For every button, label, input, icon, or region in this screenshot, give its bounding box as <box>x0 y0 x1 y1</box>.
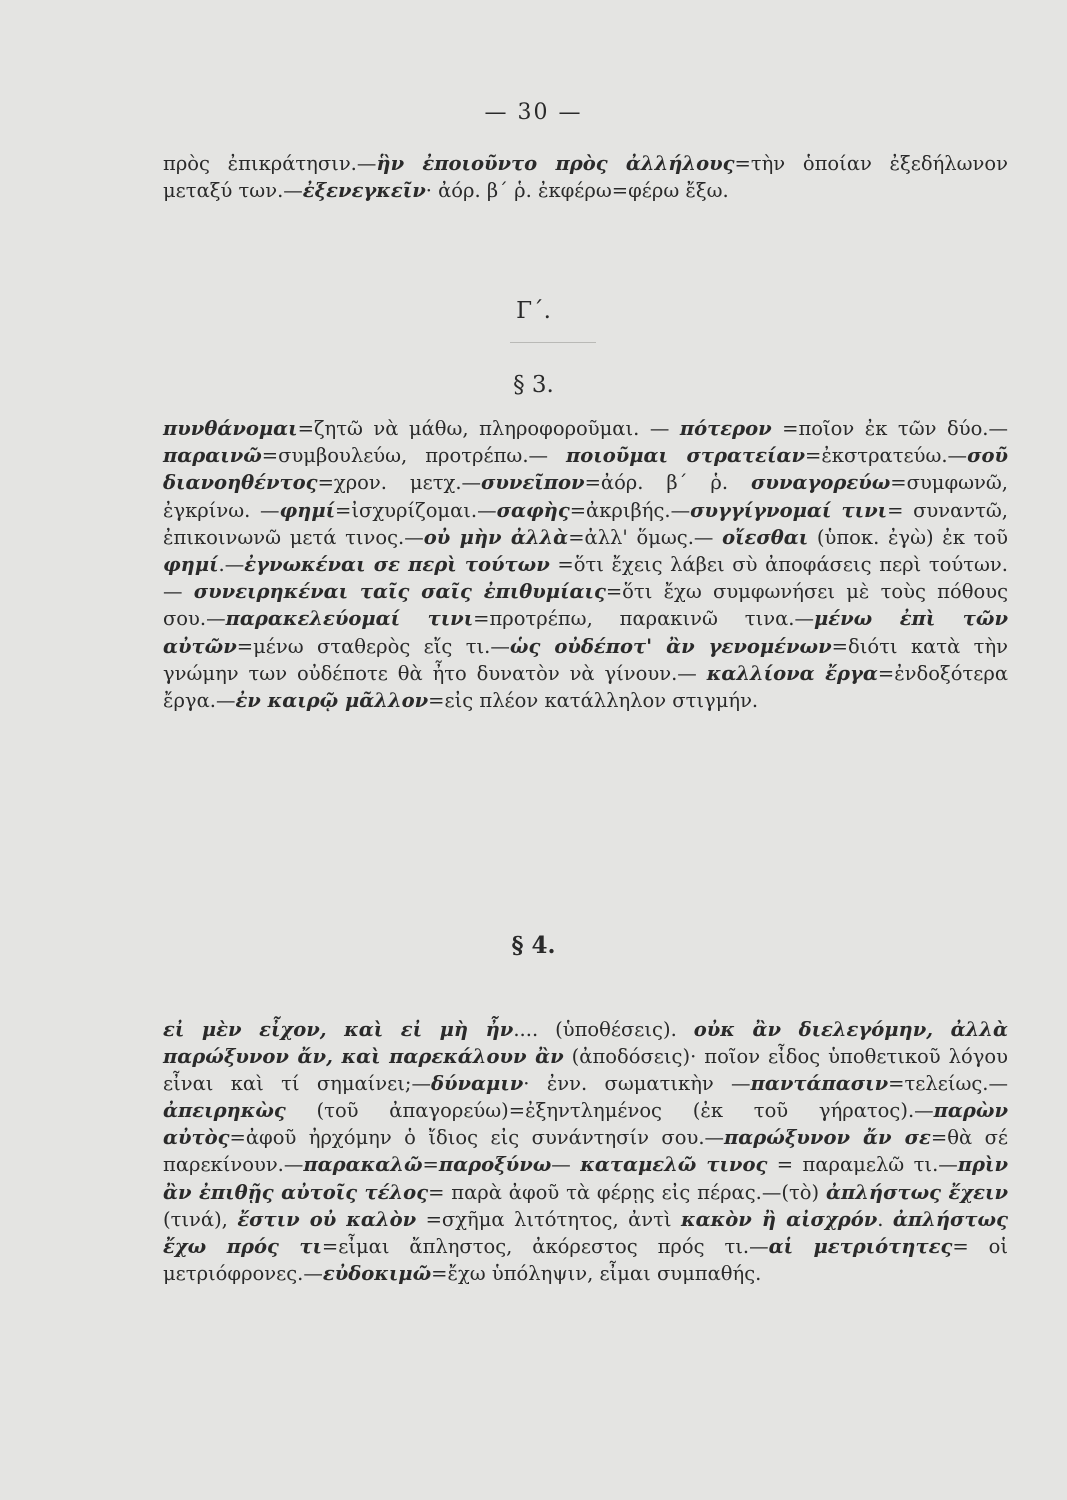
headword: εἰ μὲν εἶχον, καὶ εἰ μὴ ἦν <box>163 1018 514 1041</box>
gloss-text: =μένω σταθερὸς εἴς τι.— <box>236 634 510 658</box>
headword: κακὸν ἢ αἰσχρόν <box>681 1207 878 1231</box>
gloss-text: =εἰς πλέον κατάλληλον στιγμήν. <box>428 689 759 713</box>
gloss-text: =τὴν ὁποίαν ἐξεδήλωνον μεταξύ των.— <box>163 152 1008 203</box>
gloss-text: =τελείως.— <box>888 1072 1008 1096</box>
gloss-text: =ὅτι ἔχω συμφωνήσει μὲ τοὺς πόθους σου.— <box>163 580 1008 631</box>
page-number: — 30 — <box>484 100 583 125</box>
headword: ἀπλήστως ἔχω πρός τι <box>163 1207 1008 1258</box>
gloss-text: · ἐνν. σωματικὴν — <box>523 1072 751 1096</box>
section-letter-heading: Γ΄. <box>516 298 551 324</box>
gloss-text: =εἶμαι ἄπληστος, ἀκόρεστος πρός τι.— <box>321 1234 769 1258</box>
headword: παροξύνω <box>438 1153 552 1177</box>
gloss-text: =συμβουλεύω, προτρέπω.— <box>261 444 567 468</box>
headword: φημί <box>163 553 219 577</box>
gloss-text: = <box>422 1153 439 1177</box>
gloss-text: =ἐνδοξότερα ἔργα.— <box>163 661 1008 713</box>
gloss-text: =ζητῶ νὰ μάθω, πληροφοροῦμαι. — <box>297 417 680 440</box>
gloss-text: =ὅτι ἔχεις λάβει σὺ ἀποφάσεις περὶ τούτων. — <box>163 553 1008 604</box>
headword: μένω ἐπὶ τῶν αὐτῶν <box>163 607 1008 658</box>
headword: παραινῶ <box>163 444 262 468</box>
gloss-text: =ἀκριβής.— <box>569 498 691 522</box>
headword: ἀπλήστως ἔχειν <box>825 1180 1009 1204</box>
gloss-text: =ἀόρ. β΄ ῥ. <box>584 471 752 495</box>
headword: πότερον <box>679 417 772 440</box>
headword: ποιοῦμαι στρατείαν <box>566 444 805 468</box>
gloss-text: = παραμελῶ τι.— <box>767 1153 958 1177</box>
gloss-text: (ὑποκ. ἐγὼ) ἐκ τοῦ <box>808 525 1008 549</box>
gloss-text: =συμφωνῶ, ἐγκρίνω. — <box>163 471 1008 522</box>
gloss-text: = συναντῶ, ἐπικοινωνῶ μετά τινος.— <box>163 498 1008 549</box>
headword: ἐξενεγκεῖν <box>302 179 426 203</box>
gloss-text: =προτρέπω, παρακινῶ τινα.— <box>473 607 814 631</box>
headword: πυνθάνομαι <box>163 417 298 440</box>
section-3-paragraph <box>163 415 1008 714</box>
gloss-text: =διότι κατὰ τὴν γνώμην των οὐδέποτε θὰ ἦτο δυνατὸν νὰ γίνουν.— <box>163 634 1008 685</box>
gloss-text: πρὸς ἐπικράτησιν.— <box>163 152 377 175</box>
gloss-text: =ἀφοῦ ἠρχόμην ὁ ἴδιος εἰς συνάντησίν σου.— <box>229 1126 725 1150</box>
gloss-text: =ποῖον ἐκ τῶν δύο.— <box>771 417 1009 440</box>
section-4-text <box>163 1016 1008 1287</box>
gloss-text: = οἱ μετριόφρονες.— <box>163 1234 1008 1285</box>
headword: αἱ μετριότητες <box>768 1234 953 1258</box>
headword: δύναμιν <box>430 1072 524 1096</box>
gloss-text: (τινά), <box>163 1207 238 1231</box>
section-3-heading: § 3. <box>513 372 554 398</box>
gloss-text: = παρὰ ἀφοῦ τὰ φέρῃς εἰς πέρας.—(τὸ) <box>428 1180 826 1204</box>
gloss-text: . <box>877 1207 893 1231</box>
gloss-text: .— <box>218 553 245 577</box>
headword: οἴεσθαι <box>722 525 809 549</box>
headword: καλλίονα ἔργα <box>706 661 878 685</box>
gloss-text: =ἀλλ' ὅμως.— <box>568 525 723 549</box>
headword: ἔστιν οὐ καλὸν <box>237 1207 417 1231</box>
headword: συναγορεύω <box>751 471 891 495</box>
gloss-text: =σχῆμα λιτότητος, ἀντὶ <box>416 1207 682 1231</box>
headword: συγγίγνομαί τινι <box>690 498 888 522</box>
gloss-text: =ἔχω ὑπόληψιν, εἶμαι συμπαθής. <box>431 1261 762 1285</box>
headword: συνεῖπον <box>481 471 585 495</box>
divider <box>510 342 596 343</box>
gloss-text: =θὰ σέ παρεκίνουν.— <box>163 1126 1008 1177</box>
gloss-text: (ἀποδόσεις)· ποῖον εἶδος ὑποθετικοῦ λόγου εἶναι καὶ τί σημαίνει;— <box>163 1045 1008 1096</box>
headword: οὐκ ἂν διελεγόμην, ἀλλὰ παρώξυνον ἄν, καὶ παρεκάλουν ἂν <box>163 1018 1008 1069</box>
headword: παρακαλῶ <box>303 1153 423 1177</box>
intro-text <box>163 150 1008 204</box>
section-4-paragraph <box>163 1016 1008 1287</box>
gloss-text: =ἰσχυρίζομαι.— <box>335 498 497 522</box>
headword: ἀπειρηκὼς <box>163 1099 286 1123</box>
headword: συνειρηκέναι ταῖς σαῖς ἐπιθυμίαις <box>193 580 606 604</box>
headword: σαφὴς <box>496 498 570 522</box>
headword: παρώξυνον ἄν σε <box>724 1126 931 1150</box>
headword: καταμελῶ τινος <box>580 1153 768 1177</box>
headword: παντάπασιν <box>750 1072 889 1096</box>
headword: σοῦ διανοηθέντος <box>163 444 1008 495</box>
gloss-text: · ἀόρ. β΄ ῥ. ἐκφέρω=φέρω ἔξω. <box>425 179 729 203</box>
gloss-text: — <box>551 1153 581 1177</box>
gloss-text: =χρον. μετχ.— <box>317 471 482 495</box>
headword: παρακελεύομαί τινι <box>225 607 474 631</box>
gloss-text: (τοῦ ἀπαγορεύω)=ἐξηντλημένος (ἐκ τοῦ γήρατος).— <box>285 1099 934 1123</box>
section-3-text <box>163 415 1008 714</box>
section-4-heading: § 4. <box>511 932 556 959</box>
headword: ἐγνωκέναι σε περὶ τούτων <box>244 553 550 577</box>
headword: ἐν καιρῷ μᾶλλον <box>235 689 429 713</box>
intro-paragraph <box>163 150 1008 204</box>
headword: παρὼν αὐτὸς <box>163 1099 1008 1150</box>
headword: πρὶν ἂν ἐπιθῇς αὐτοῖς τέλος <box>163 1153 1008 1204</box>
headword: εὐδοκιμῶ <box>322 1261 432 1285</box>
gloss-text: .... (ὑποθέσεις). <box>513 1018 694 1041</box>
headword: φημί <box>279 498 336 522</box>
headword: ὡς οὐδέποτ' ἂν γενομένων <box>509 634 832 658</box>
gloss-text: =ἐκστρατεύω.— <box>804 444 968 468</box>
headword: ἣν ἐποιοῦντο πρὸς ἀλλήλους <box>376 152 735 175</box>
headword: οὐ μὴν ἀλλὰ <box>423 525 569 549</box>
